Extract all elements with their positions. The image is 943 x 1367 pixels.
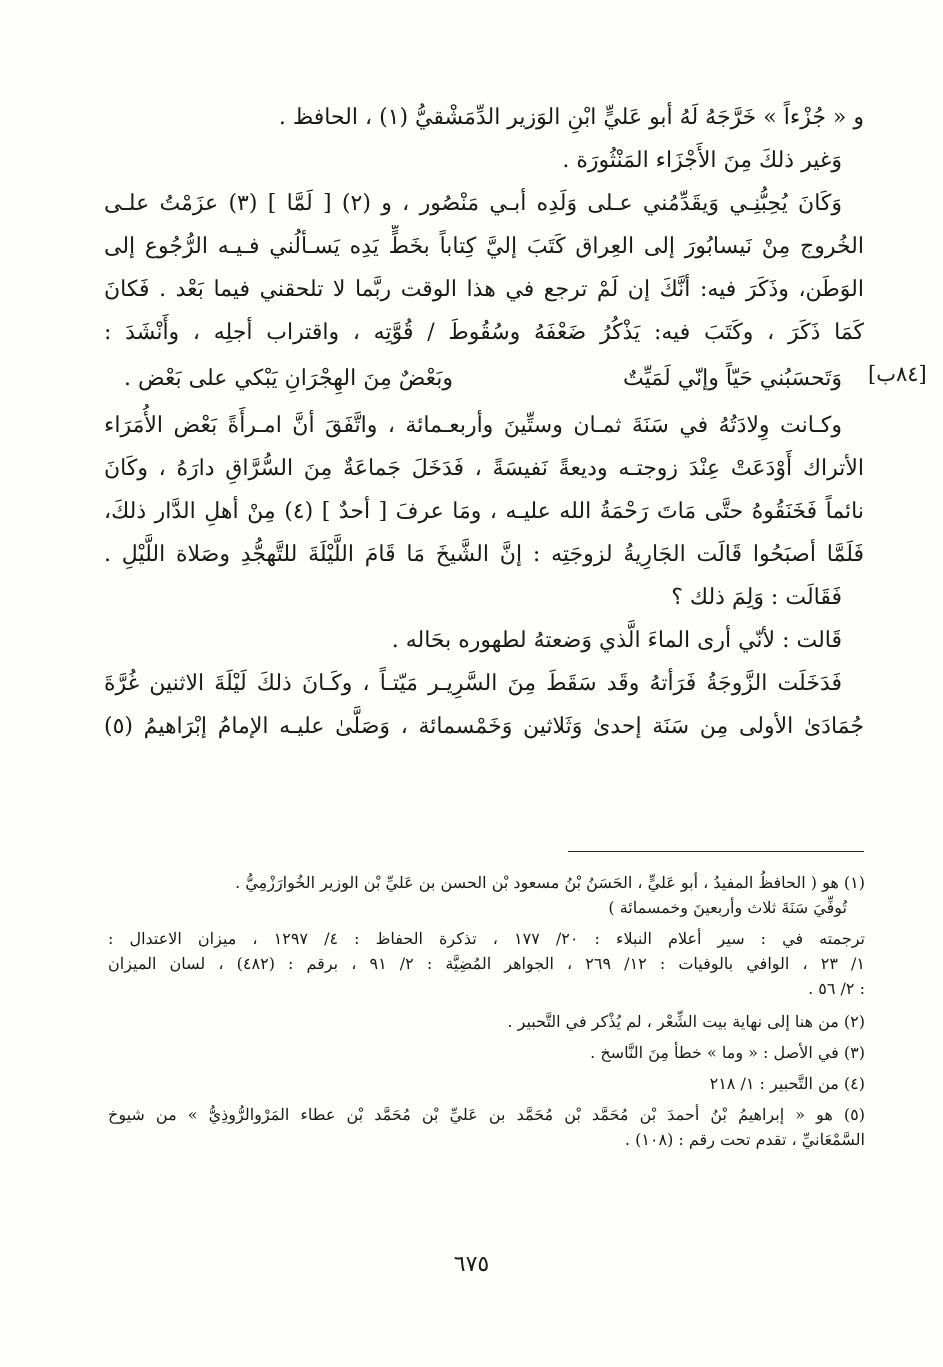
text-line: وكـانت وِلادَتُهُ في سَنَةَ ثمـان وستِّينَ وأربعـمائة ، واتَّفَقَ أنَّ امـرأَةً بَعْض الأُمَرَاء [104, 413, 842, 438]
text-line: جُمَادَىٰ الأولى مِن سَنَة إحدىٰ وَثَلاثين وَخَمْسمائة ، وَصَلَّىٰ عليـه الإمامُ إبْرَاهيمُ (٥) [104, 714, 864, 739]
footnote-line: ١/ ٢٣ ، الوافي بالوفيات : ١٢/ ٢٦٩ ، الجواهر المُضِيَّة : ٢/ ٩١ ، برقم : (٤٨٢) ، لسان الميزان [108, 954, 865, 973]
text-line: الوَطَن، وذَكَرَ فيه: أنَّكَ إن لَمْ ترجع في هذا الوقت ربَّما لا تلحقني فيما بَعْد . فَكانَ [104, 277, 864, 302]
verse-second-hemistich: وبَعْضٌ مِنَ الهِجْرَانِ يَبْكي على بَعْض . [124, 366, 454, 391]
footnote-line: تُوفِّيَ سَنَةَ ثلاث وأربعينَ وخمسمائة ) [608, 898, 847, 917]
text-line: الأتراك أَوْدَعَتْ عِنْدَ زوجتـه وديعةً نَفيسَةً ، فَدَخَلَ جَماعَةٌ مِنَ السُّرَّاقِ دارَهُ ، وكَانَ [104, 456, 864, 481]
footnote-line: ترجمته في : سير أعلام النبلاء : ٢٠/ ١٧٧ ، تذكرة الحفاظ : ٤/ ١٢٩٧ ، ميزان الاعتدال : [108, 929, 865, 948]
footnote-line: (٥) هو « إبراهيمُ بْنُ أحمدَ بْن مُحَمَّد بْن مُحَمَّد بن عَليِّ بْن مُحَمَّد بْن عطاء المَرْوالرُّوذِيُّ » من شيوخ [108, 1105, 865, 1124]
text-line: نائماً فَخَنَقُوهُ حتَّى مَاتَ رَحْمَةُ الله عليـه ، ومَا عرفَ [ أحدٌ ] (٤) مِنْ أهلِ الدَّار ذلكَ، [104, 499, 864, 524]
footnotes [108, 870, 865, 1152]
folio-marginal-note: [٨٤ب] [868, 362, 927, 386]
text-line: الخُروج مِنْ نَيسابُورَ إلى العِراق كَتَبَ إليَّ كِتاباً بخَطٍّ يَدِه يَسـألُني فـيـه الرُّجُوع إلى [104, 234, 864, 259]
footnote-line: (٤) من التَّحبير : ١/ ٢١٨ [709, 1074, 865, 1093]
text-line: فَقَالَت : وَلِمَ ذلك ؟ [671, 585, 842, 610]
text-line: قَالت : لأنّي أرى الماءَ الَّذي وَضعتهُ لطهوره بحَاله . [391, 628, 842, 653]
text-line: فَدَخَلَت الزَّوجَةُ فَرَأتهُ وقَد سَقَطَ مِنَ السَّرِيـر مَيّتـاً ، وكَـانَ ذلكَ لَيْلَةَ الاثنين غُرَّةَ [104, 671, 842, 696]
text-line: وَكَانَ يُحِبُّنِـي وَيقَدِّمُني عـلى وَلَدِه أبـي مَنْصُور ، و (٢) [ لَمَّا ] (٣) عزَمْتُ علـى [104, 191, 842, 216]
text-line: كَمَا ذَكَرَ ، وكَتَبَ فيه: يَذْكُرُ ضَعْفَهُ وسُقُوطَ / قُوَّتِه ، واقتراب أجلِه ، وأَنْشَدَ : [104, 320, 864, 345]
text-line: و « جُزْءاً » خَرَّجَهُ لَهُ أبو عَليٍّ ابْنِ الوَزير الدِّمَشْقيُّ (١) ، الحافظ . [278, 105, 864, 130]
footnote-separator [568, 851, 864, 852]
poetry-verse [104, 354, 864, 404]
footnote-line: : ٢/ ٥٦ . [808, 979, 865, 998]
footnote-line: السَّمْعَانيِّ ، تقدم تحت رقم : (١٠٨) . [624, 1130, 865, 1149]
verse-first-hemistich: وَتَحسَبُني حَيّاً وإنّي لَمَيِّتٌ [623, 366, 842, 391]
footnote-line: (٢) من هنا إلى نهاية بيت الشِّعْر ، لم يُذْكر في التَّحبير . [507, 1012, 865, 1031]
text-line: وَغير ذلكَ مِنَ الأَجْزَاء المَنْثُورَة . [562, 148, 842, 173]
page-number: ٦٧٥ [453, 1252, 490, 1277]
footnote-line: (١) هو ( الحافظُ المفيدُ ، أبو عَليٍّ ، الحَسَنُ بْنُ مسعود بْن الحسن بن عَليِّ بْن الوزير الخُوارَزْمِيُّ . [235, 873, 865, 892]
footnote-line: (٣) في الأصل : « وما » خطأ مِنَ النَّاسخ . [590, 1043, 865, 1062]
text-line: فَلَمَّا أصبَحُوا قَالَت الجَارِيةُ لزوجَتِه : إنَّ الشَّيخَ مَا قَامَ اللَّيْلَةَ للتَّهجُّدِ وصَلاة اللَّيْلِ . [104, 542, 864, 567]
main-text [104, 96, 864, 748]
